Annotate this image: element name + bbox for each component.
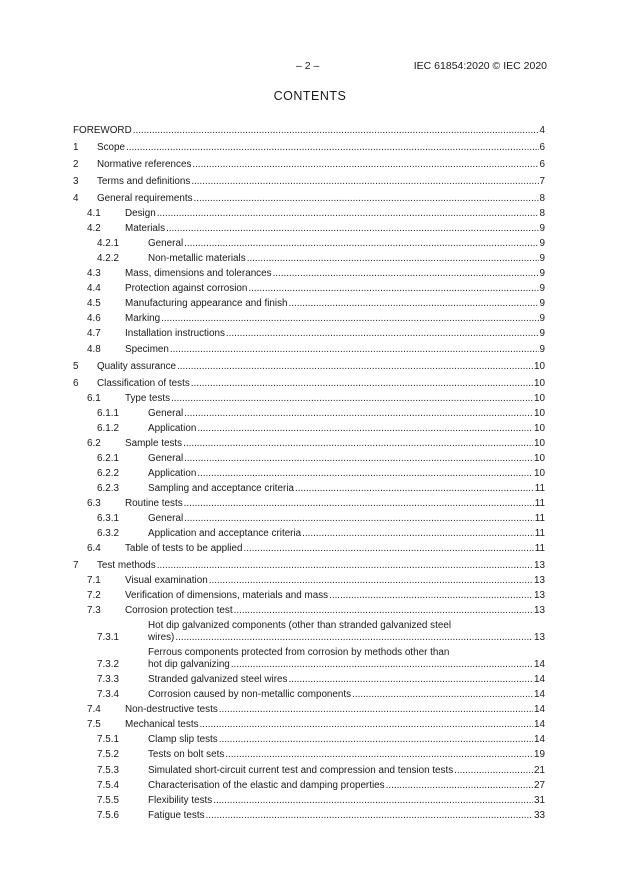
toc-entry[interactable]: [73, 572, 545, 587]
toc-entry-title: Mass, dimensions and tolerances: [125, 268, 272, 280]
toc-entry-page: 8: [539, 208, 545, 220]
toc-entry[interactable]: [73, 792, 545, 807]
toc-entry-title-continued: wires): [148, 632, 175, 644]
toc-entry-title: Simulated short-circuit current test and compression and tension tests: [148, 764, 454, 776]
toc-entry[interactable]: [73, 540, 545, 555]
dot-leader: [219, 704, 533, 716]
toc-entry-number: 7.3.1: [97, 632, 119, 644]
dot-leader: [194, 193, 539, 205]
toc-entry-number: 1: [73, 142, 79, 154]
toc-entry-title: Corrosion protection test: [125, 605, 233, 617]
toc-entry-number: 3: [73, 176, 79, 188]
toc-entry-page: 14: [534, 689, 545, 701]
toc-entry[interactable]: [73, 671, 545, 686]
toc-entry-title: General: [148, 452, 184, 464]
toc-entry-number: 6.1.2: [97, 422, 119, 434]
toc-entry-number: 4: [73, 193, 79, 205]
dot-leader: [184, 513, 534, 525]
document-id: IEC 61854:2020 © IEC 2020: [413, 60, 547, 72]
toc-entry-number: 4.4: [87, 283, 101, 295]
toc-entry[interactable]: [73, 761, 545, 776]
toc-entry[interactable]: [73, 807, 545, 822]
dot-leader: [273, 268, 539, 280]
dot-leader: [247, 253, 539, 265]
toc-entry-page: 10: [534, 422, 545, 434]
toc-entry-page: 14: [534, 704, 545, 716]
toc-entry[interactable]: [73, 644, 545, 671]
toc-entry-title: Mechanical tests: [125, 719, 199, 731]
toc-entry[interactable]: [73, 390, 545, 405]
dot-leader: [454, 765, 533, 777]
toc-entry-title: General: [148, 407, 184, 419]
dot-leader: [234, 605, 533, 617]
toc-entry-number: 7.2: [87, 590, 101, 602]
toc-entry[interactable]: [73, 171, 545, 188]
toc-entry[interactable]: [73, 480, 545, 495]
toc-entry-number: 4.7: [87, 328, 101, 340]
toc-entry-page: 11: [534, 512, 545, 524]
toc-entry-number: 6: [73, 377, 79, 389]
toc-entry[interactable]: [73, 310, 545, 325]
toc-entry-page: 9: [539, 313, 545, 325]
toc-entry-number: 6.3.2: [97, 527, 119, 539]
toc-entry-number: 4.5: [87, 298, 101, 310]
toc-entry-number: 4.2: [87, 223, 101, 235]
toc-entry-title: Scope: [97, 142, 126, 154]
toc-entry-number: 2: [73, 159, 79, 171]
toc-entry-title-continued: hot dip galvanizing: [148, 659, 230, 671]
dot-leader: [184, 453, 533, 465]
toc-entry-title: Marking: [125, 313, 161, 325]
toc-entry-number: 7.5: [87, 719, 101, 731]
dot-leader: [200, 719, 533, 731]
toc-entry-title: Table of tests to be applied: [125, 543, 243, 555]
toc-entry[interactable]: [73, 405, 545, 420]
page-title: CONTENTS: [273, 89, 347, 103]
toc-entry-number: 7.5.6: [97, 809, 119, 821]
toc-entry-number: 6.3: [87, 497, 101, 509]
toc-entry-page: 9: [539, 298, 545, 310]
toc-entry-page: 11: [534, 527, 545, 539]
toc-entry-page: 14: [534, 674, 545, 686]
toc-entry-page: 6: [539, 142, 545, 154]
toc-entry[interactable]: [73, 373, 545, 390]
toc-entry-title: FOREWORD: [73, 125, 132, 137]
toc-entry-page: 10: [534, 377, 545, 389]
toc-entry[interactable]: [73, 325, 545, 340]
toc-entry-title: General: [148, 512, 184, 524]
toc-entry[interactable]: [73, 154, 545, 171]
dot-leader: [206, 810, 533, 822]
toc-entry[interactable]: [73, 602, 545, 617]
toc-entry-title: Terms and definitions: [97, 176, 191, 188]
toc-entry-title: Manufacturing appearance and finish: [125, 298, 288, 310]
page-header: [0, 60, 620, 74]
toc-entry-number: 6.1: [87, 392, 101, 404]
toc-entry[interactable]: [73, 587, 545, 602]
dot-leader: [177, 361, 533, 373]
toc-entry[interactable]: [73, 295, 545, 310]
dot-leader: [175, 632, 533, 644]
dot-leader: [302, 528, 534, 540]
toc-entry-title: Flexibility tests: [148, 794, 213, 806]
toc-entry-page: 21: [534, 764, 545, 776]
toc-entry-page: 10: [534, 437, 545, 449]
dot-leader: [192, 159, 538, 171]
toc-entry[interactable]: [73, 777, 545, 792]
toc-entry[interactable]: [73, 716, 545, 731]
toc-entry-title: Application: [148, 422, 197, 434]
dot-leader: [184, 238, 538, 250]
toc-entry-page: 31: [534, 794, 545, 806]
toc-entry-number: 6.2.2: [97, 467, 119, 479]
toc-entry[interactable]: [73, 122, 545, 137]
dot-leader: [170, 344, 539, 356]
toc-entry[interactable]: [73, 340, 545, 355]
toc-entry[interactable]: [73, 701, 545, 716]
toc-entry-title: Stranded galvanized steel wires: [148, 674, 288, 686]
toc-entry[interactable]: [73, 250, 545, 265]
toc-entry-number: 7: [73, 560, 79, 572]
toc-entry-number: 7.3: [87, 605, 101, 617]
dot-leader: [197, 468, 533, 480]
dot-leader: [133, 125, 539, 137]
toc-entry-page: 14: [534, 719, 545, 731]
toc-entry[interactable]: [73, 188, 545, 205]
toc-entry-title: Quality assurance: [97, 360, 177, 372]
toc-entry-title: General: [148, 238, 184, 250]
toc-entry[interactable]: [73, 450, 545, 465]
dot-leader: [226, 328, 539, 340]
toc-entry-title: Application and acceptance criteria: [148, 527, 302, 539]
toc-entry-page: 7: [539, 176, 545, 188]
toc-entry[interactable]: [73, 510, 545, 525]
toc-entry-title: Test methods: [97, 560, 156, 572]
toc-entry-title: Verification of dimensions, materials and mass: [125, 590, 329, 602]
toc-entry-number: 6.1.1: [97, 407, 119, 419]
toc-entry[interactable]: [73, 137, 545, 154]
toc-entry[interactable]: [73, 686, 545, 701]
toc-entry-number: 7.3.4: [97, 689, 119, 701]
toc-entry-page: 14: [534, 734, 545, 746]
toc-entry-number: 6.2.3: [97, 482, 119, 494]
table-of-contents: [73, 122, 545, 822]
toc-entry[interactable]: [73, 525, 545, 540]
toc-entry-title: Corrosion caused by non-metallic components: [148, 689, 352, 701]
toc-entry[interactable]: [73, 617, 545, 644]
dot-leader: [219, 734, 533, 746]
toc-entry[interactable]: [73, 731, 545, 746]
dot-leader: [166, 223, 538, 235]
toc-entry-page: 9: [539, 223, 545, 235]
toc-entry[interactable]: [73, 235, 545, 250]
toc-entry-number: 7.3.2: [97, 659, 119, 671]
toc-entry-page: 4: [539, 125, 545, 137]
toc-entry-page: 11: [534, 482, 545, 494]
dot-leader: [248, 283, 538, 295]
dot-leader: [209, 575, 533, 587]
toc-entry-number: 7.5.5: [97, 794, 119, 806]
toc-entry-number: 7.5.4: [97, 779, 119, 791]
dot-leader: [386, 780, 533, 792]
toc-entry[interactable]: [73, 356, 545, 373]
toc-entry-title: Specimen: [125, 343, 169, 355]
toc-entry-title: Type tests: [125, 392, 171, 404]
toc-entry-number: 4.3: [87, 268, 101, 280]
toc-entry-page: 9: [539, 283, 545, 295]
dot-leader: [329, 590, 533, 602]
toc-entry-page: 33: [534, 809, 545, 821]
toc-entry-page: 10: [534, 407, 545, 419]
toc-entry-title: Hot dip galvanized components (other than stranded galvanized steel: [148, 620, 452, 632]
dot-leader: [243, 543, 533, 555]
toc-entry-page: 13: [534, 632, 545, 644]
dot-leader: [225, 749, 533, 761]
toc-entry-number: 7.1: [87, 575, 101, 587]
toc-entry-title: Tests on bolt sets: [148, 749, 225, 761]
toc-entry-title: Fatigue tests: [148, 809, 205, 821]
dot-leader: [352, 689, 533, 701]
toc-entry-number: 5: [73, 360, 79, 372]
toc-entry-number: 4.6: [87, 313, 101, 325]
toc-entry-page: 13: [534, 590, 545, 602]
toc-entry-title: Sampling and acceptance criteria: [148, 482, 295, 494]
dot-leader: [183, 438, 533, 450]
page-number: – 2 –: [296, 60, 320, 72]
toc-entry-number: 6.4: [87, 543, 101, 555]
toc-entry-title: Non-metallic materials: [148, 253, 246, 265]
dot-leader: [197, 423, 533, 435]
toc-entry-page: 9: [539, 328, 545, 340]
toc-entry[interactable]: [73, 280, 545, 295]
toc-entry-number: 7.4: [87, 704, 101, 716]
dot-leader: [157, 560, 533, 572]
toc-entry[interactable]: [73, 265, 545, 280]
toc-entry-page: 9: [539, 238, 545, 250]
toc-entry-number: 7.5.2: [97, 749, 119, 761]
toc-entry-page: 9: [539, 268, 545, 280]
toc-entry-title: Normative references: [97, 159, 192, 171]
toc-entry-title: Protection against corrosion: [125, 283, 248, 295]
dot-leader: [157, 208, 539, 220]
toc-entry-number: 4.8: [87, 343, 101, 355]
toc-entry-number: 6.3.1: [97, 512, 119, 524]
toc-entry[interactable]: [73, 435, 545, 450]
dot-leader: [191, 176, 538, 188]
toc-entry-number: 7.5.1: [97, 734, 119, 746]
dot-leader: [191, 378, 533, 390]
toc-entry-page: 11: [534, 497, 545, 509]
toc-entry[interactable]: [73, 420, 545, 435]
toc-entry-number: 7.3.3: [97, 674, 119, 686]
dot-leader: [184, 408, 533, 420]
toc-entry[interactable]: [73, 220, 545, 235]
toc-entry-title: Design: [125, 208, 156, 220]
toc-entry-page: 14: [534, 659, 545, 671]
toc-entry-title: Ferrous components protected from corrosion by methods other than: [148, 647, 450, 659]
toc-entry[interactable]: [73, 555, 545, 572]
toc-entry-number: 6.2: [87, 437, 101, 449]
toc-entry-title: Classification of tests: [97, 377, 190, 389]
toc-entry-title: Clamp slip tests: [148, 734, 218, 746]
dot-leader: [213, 795, 533, 807]
toc-entry-page: 13: [534, 560, 545, 572]
toc-entry-page: 13: [534, 605, 545, 617]
toc-entry-number: 7.5.3: [97, 764, 119, 776]
toc-entry[interactable]: [73, 465, 545, 480]
toc-entry-page: 8: [539, 193, 545, 205]
toc-entry[interactable]: [73, 746, 545, 761]
dot-leader: [171, 393, 533, 405]
dot-leader: [295, 483, 534, 495]
toc-entry-number: 6.2.1: [97, 452, 119, 464]
toc-entry-number: 4.1: [87, 208, 101, 220]
dot-leader: [289, 298, 539, 310]
dot-leader: [161, 313, 538, 325]
toc-entry-page: 19: [534, 749, 545, 761]
toc-entry-number: 4.2.2: [97, 253, 119, 265]
toc-entry-page: 10: [534, 360, 545, 372]
toc-entry-page: 27: [534, 779, 545, 791]
dot-leader: [126, 142, 538, 154]
toc-entry-number: 4.2.1: [97, 238, 119, 250]
dot-leader: [231, 659, 533, 671]
toc-entry-page: 6: [539, 159, 545, 171]
toc-entry[interactable]: [73, 205, 545, 220]
toc-entry-page: 9: [539, 343, 545, 355]
toc-entry-title: Sample tests: [125, 437, 183, 449]
dot-leader: [288, 674, 533, 686]
toc-entry-title: Materials: [125, 223, 166, 235]
dot-leader: [184, 498, 534, 510]
toc-entry-title: General requirements: [97, 193, 193, 205]
toc-entry-page: 9: [539, 253, 545, 265]
toc-entry-page: 10: [534, 467, 545, 479]
toc-entry-title: Routine tests: [125, 497, 183, 509]
toc-entry-title: Application: [148, 467, 197, 479]
toc-entry-title: Visual examination: [125, 575, 208, 587]
toc-entry-page: 13: [534, 575, 545, 587]
toc-entry-page: 11: [534, 543, 545, 555]
toc-entry-title: Installation instructions: [125, 328, 225, 340]
toc-entry-title: Non-destructive tests: [125, 704, 218, 716]
toc-entry-page: 10: [534, 392, 545, 404]
toc-entry[interactable]: [73, 495, 545, 510]
toc-entry-page: 10: [534, 452, 545, 464]
toc-entry-title: Characterisation of the elastic and damping properties: [148, 779, 385, 791]
